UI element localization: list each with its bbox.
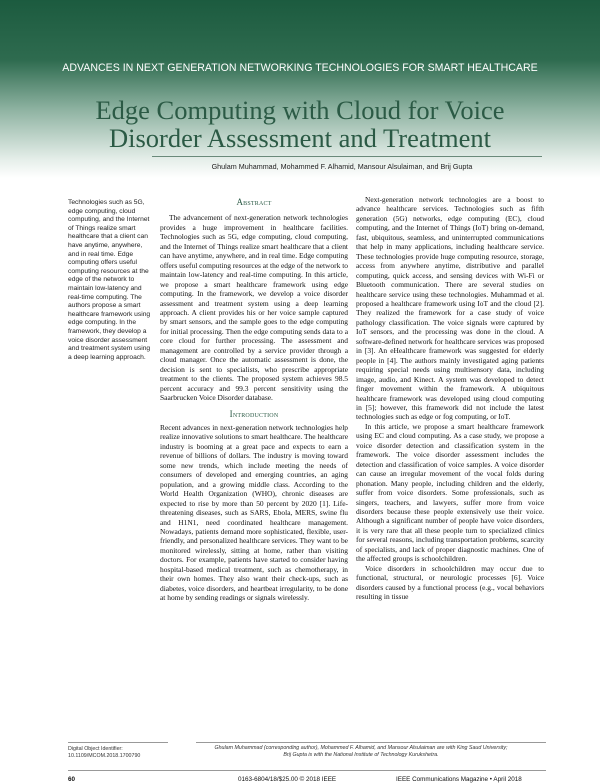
sidebar-summary: Technologies such as 5G, edge computing, cloud computing, and the Internet of Things realize smart healthcare that a client can have anytime, anywhere, and in real time. Edge computing offers useful computing resources at the edge of the network to maintain low-latency and real-time computing. The authors propose a smart healthcare framework using edge computing. In the framework, they develop a voice disorder assessment and treatment system using a deep learning approach. [68, 199, 151, 361]
title-line-2: Disorder Assessment and Treatment [108, 123, 491, 153]
doi-divider [68, 742, 168, 743]
column2-paragraph-1: Next-generation network technologies are a boost to advance healthcare services. Technologies such as fifth generation (5G) networks, edge computing (EC), cloud computing, and the Internet of Things (IoT) bring on-demand, fast, ubiquitous, seamless, and uninterrupted communications that help in many applications, including healthcare service. These technologies provide huge computing resource, storage, access from anywhere anytime, distributive and parallel computing, quick access, and sensing devices with Wi-Fi or Bluetooth communication. There are several studies on healthcare service using these technologies. Muhammad et al. proposed a healthcare framework using IoT and the cloud [2]. They realized the framework for a case study of voice pathology classification. The voice signals were captured by IoT sensors, and the processing was done in the cloud. A software-defined network for healthcare services was proposed in [3]. An eHealthcare framework was suggested for elderly people in [4]. The authors mainly investigated aging patients requiring special needs using multisensory data, including image, audio, and Kinect. A system was developed to detect finger movement within the framework. A ubiquitous healthcare framework was developed using cloud computing in [5]; however, this framework did not include the latest technologies such as edge or fog computing, or IoT. [356, 195, 544, 422]
author-divider [152, 156, 542, 157]
title-line-1: Edge Computing with Cloud for Voice [95, 95, 505, 125]
introduction-paragraph-1: Recent advances in next-generation network technologies help realize innovative solutions to smart healthcare. The healthcare industry is booming at a great pace and expects to earn a revenue of billions of dollars. The industry is moving toward some new trends, which include meeting the needs of consumers of developed and emerging countries, an aging population, and a growing middle class. According to the World Health Organization (WHO), chronic diseases are expected to rise by more than 50 percent by 2020 [1]. Life-threatening diseases, such as SARS, Ebola, MERS, swine flu and H1N1, need coordinated healthcare management. Nowadays, patients demand more sophisticated, flexible, user-friendly, and personalized healthcare services. They want to be monitored wirelessly, sitting at home, rather than visiting doctors. For example, patients have started to consider having hospital-based medical treatment, such as chemotherapy, in their own homes. They also want their check-ups, such as diabetes, voice disorders, and heartbeat irregularity, to be done at home by sending readings or signals wirelessly. [160, 422, 348, 603]
column-2 [356, 195, 544, 601]
abstract-heading: Abstract [236, 197, 272, 207]
author-affiliation-footnote [196, 745, 526, 759]
abstract-text: The advancement of next-generation network technologies provides a huge improvement in healthcare facilities. Technologies such as 5G, edge computing, cloud computing, and the Internet of Things realize smart healthcare that a client can have anytime, anywhere, and in real time. Edge computing offers useful computing resources at the edge of the network to maintain low-latency and real-time computing. In this article, we propose a smart healthcare framework using edge computing. In the framework, we develop a voice disorder assessment and treatment system using a deep learning approach. A client provides his or her voice sample captured by smart sensors, and the sample goes to the edge computing for initial processing. Then the edge computing sends data to a core cloud for further processing. The assessment and management are controlled by a service provider through a cloud manager. Once the automatic assessment is done, the decision is sent to specialists, who prescribe appropriate treatment to the clients. The proposed system achieves 98.5 percent accuracy and 99.3 percent sensitivity using the Saarbrucken Voice Disorder database. [160, 213, 348, 403]
issn-copyright: 0163-6804/18/$25.00 © 2018 IEEE [238, 776, 337, 783]
footnote-line-1: Ghulam Muhammad (corresponding author), Mohammed F. Alhamid, and Mansour Alsulaiman are with King Saud University; [214, 745, 508, 751]
footer-divider [68, 770, 546, 771]
footnote-line-2: Brij Gupta is with the National Institute of Technology Kurukshetra. [283, 752, 439, 758]
article-title [20, 96, 580, 152]
doi-label: Digital Object Identifier: [68, 746, 123, 752]
footnote-divider [196, 742, 546, 743]
page-number: 60 [68, 776, 76, 783]
column-1 [160, 195, 348, 603]
column2-paragraph-3: Voice disorders in schoolchildren may occur due to functional, structural, or neurologic processes [6]. Voice disorders caused by a functional process (e.g., vocal behaviors resulting in tissue [356, 563, 544, 602]
author-list: Ghulam Muhammad, Mohammed F. Alhamid, Mansour Alsulaiman, and Brij Gupta [211, 162, 473, 171]
series-title: ADVANCES IN NEXT GENERATION NETWORKING TECHNOLOGIES FOR SMART HEALTHCARE [62, 62, 538, 74]
doi-block [68, 746, 168, 760]
introduction-heading: Introduction [229, 408, 279, 419]
column2-paragraph-2: In this article, we propose a smart healthcare framework using EC and cloud computing. As a case study, we propose a voice disorder detection and classification system in the framework. The voice disorder assessment includes the detection and classification of voice samples. A voice disorder can cause an irregular movement of the vocal folds during phonation. Many people, including children and the elderly, suffer from voice disorders. Some professionals, such as singers, teachers, and lawyers, suffer more from voice disorders because these people extensively use their voice. Although a significant number of people have voice disorders, it is very rare that all these people turn to specialized clinics for several reasons, including transportation problems, scarcity of specialists, and lack of proper diagnostic machines. One of the affected groups is schoolchildren. [356, 421, 544, 564]
magazine-issue: IEEE Communications Magazine • April 2018 [396, 776, 522, 783]
doi-value: 10.1109/MCOM.2018.1700790 [68, 752, 141, 759]
